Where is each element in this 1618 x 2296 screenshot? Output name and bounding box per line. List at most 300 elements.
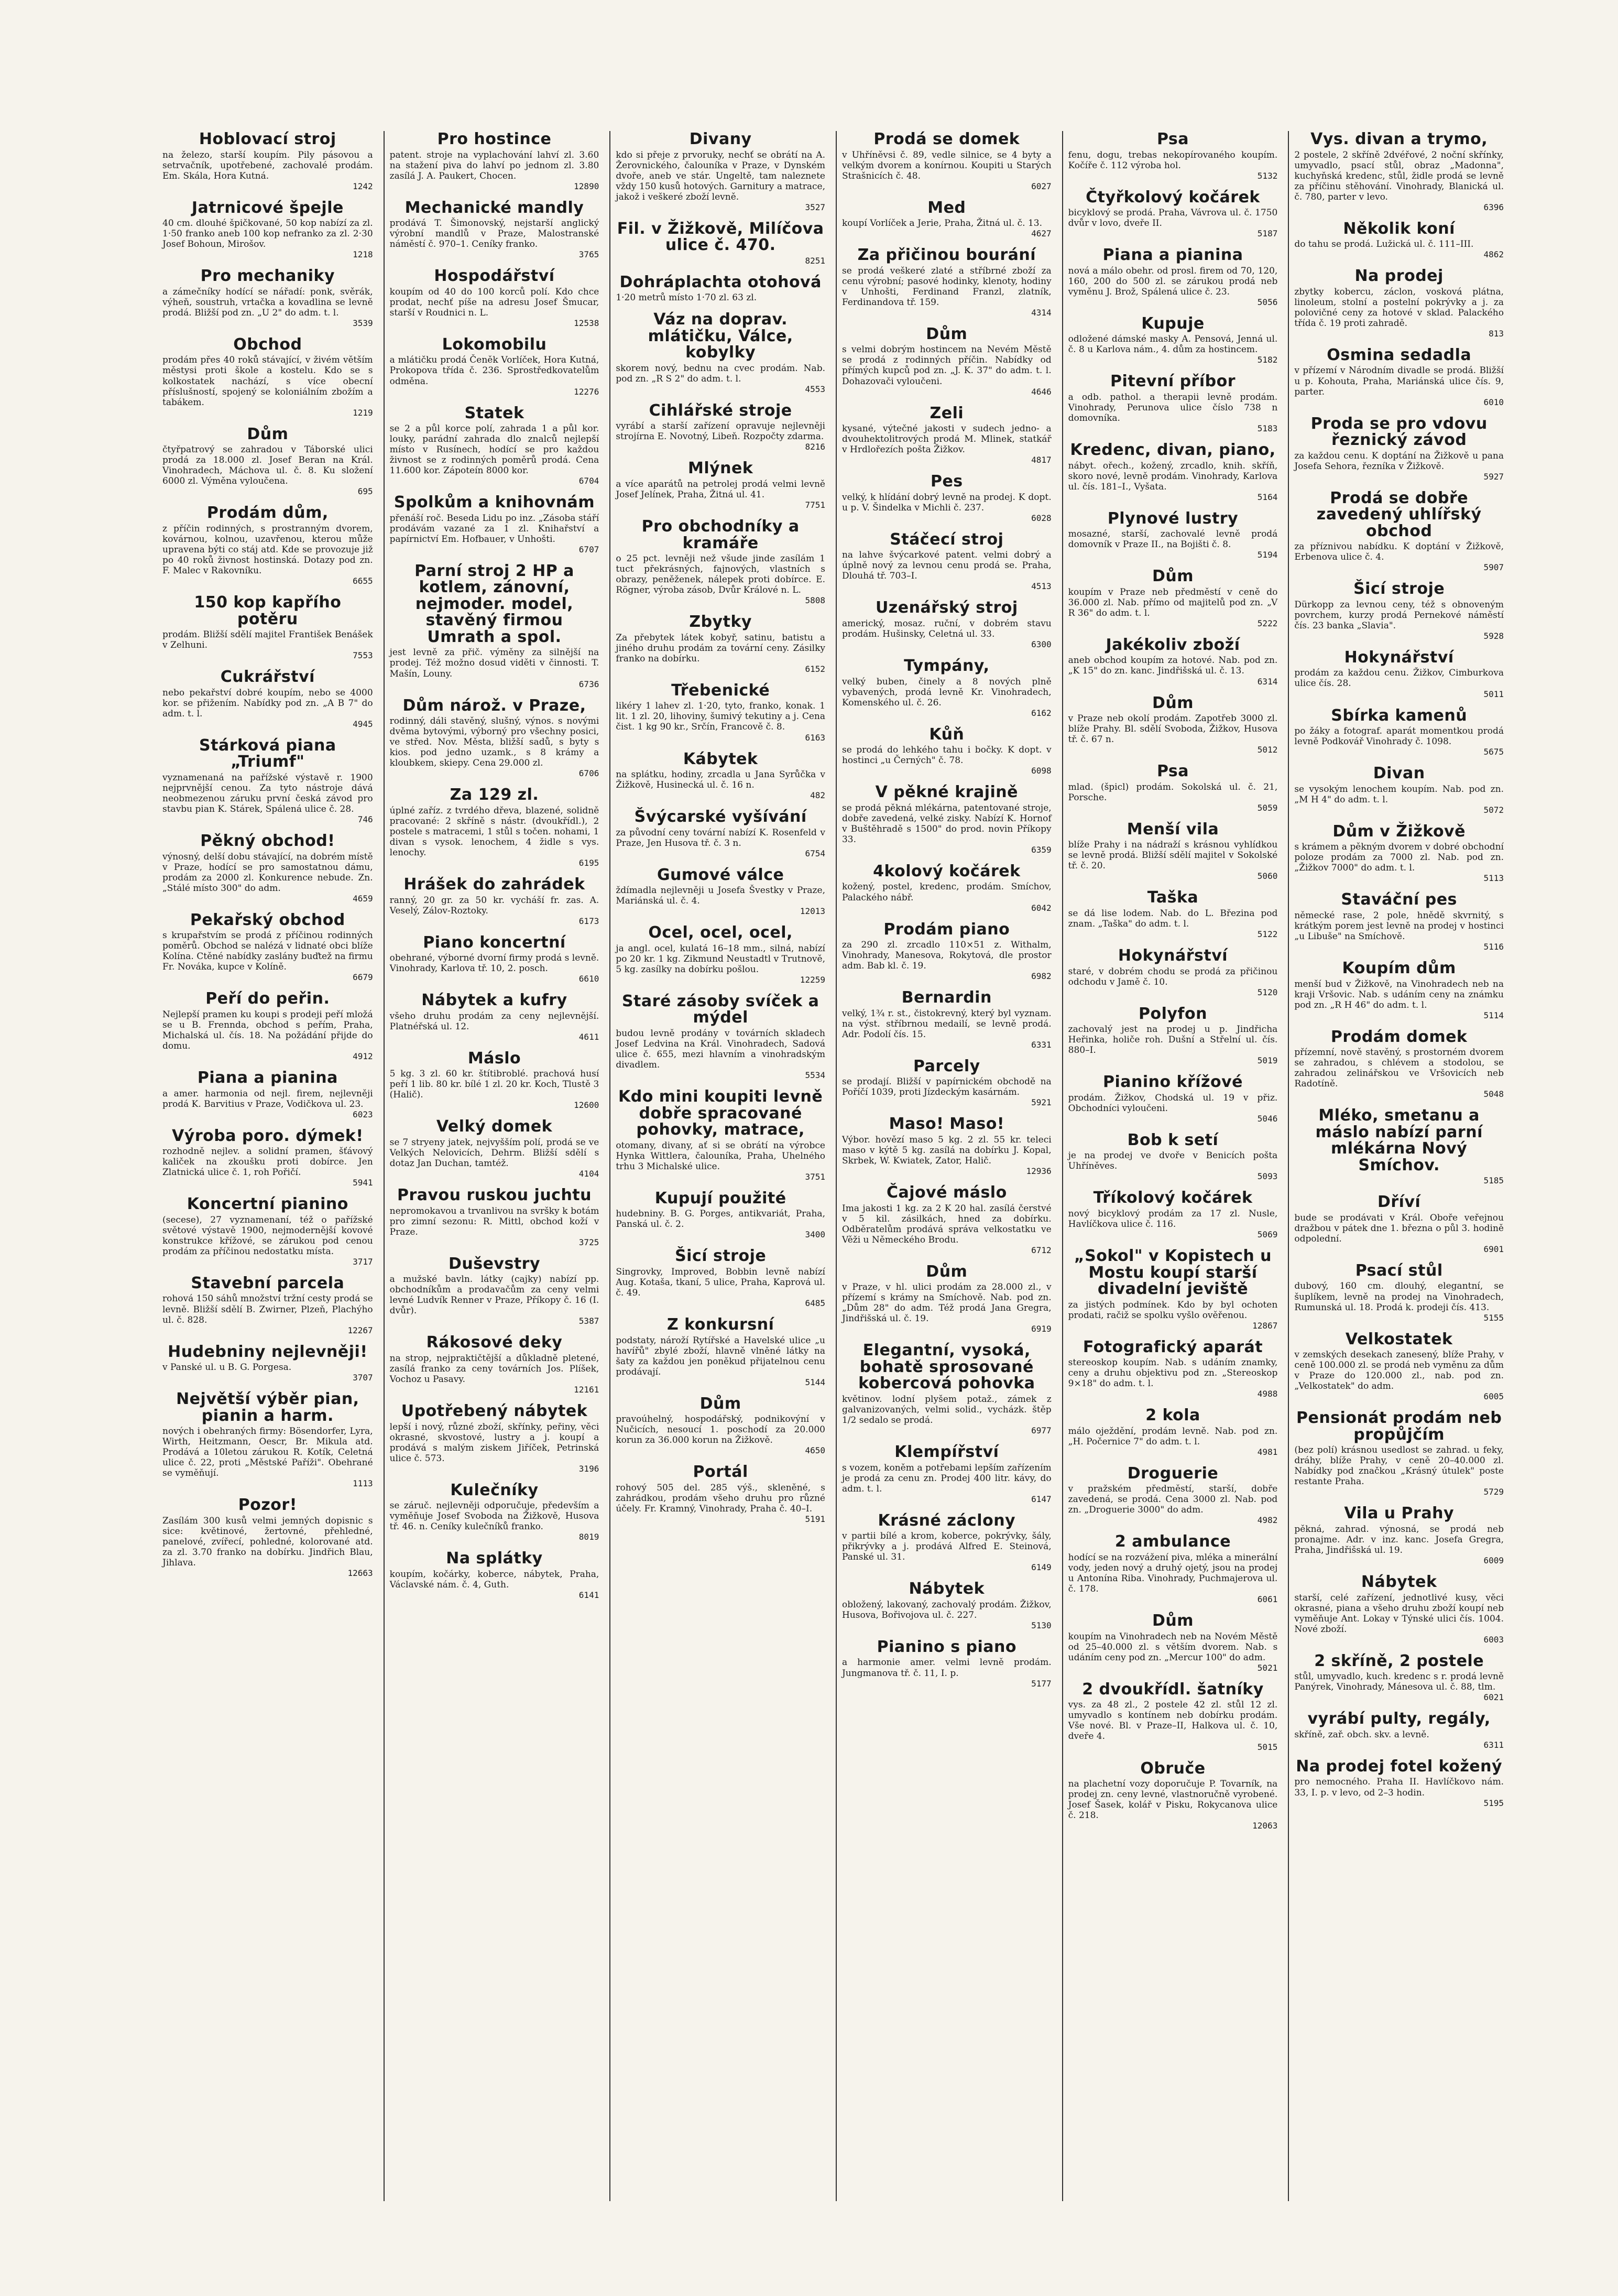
ad-headline: Dům v Žižkově	[1332, 822, 1466, 841]
ad-headline: Výroba poro. dýmek!	[172, 1126, 364, 1145]
ad-body-text: rohový 505 del. 285 výš., skleněné, s zahrádkou, prodám všeho druhu pro různé účely. Fr. Kramný, Vinohrady, Praha č. 40–I.	[616, 1482, 825, 1514]
ad-reference-number: 5093	[1257, 1171, 1278, 1182]
classified-column	[609, 131, 830, 2201]
ad-body-text: obložený, lakovaný, zachovalý prodám. Žižkov, Husova, Bořivojova ul. č. 227.	[841, 1599, 1052, 1620]
ad-body-text: 1·20 metrů místo 1·70 zl. 63 zl.	[616, 292, 757, 303]
ad-headline: Pravou ruskou juchtu	[397, 1186, 592, 1205]
classified-ad	[1068, 1465, 1278, 1526]
ad-reference-number: 12161	[574, 1385, 599, 1395]
ad-reference-number: 5808	[805, 595, 825, 606]
ad-body-text: stůl, umyvadlo, kuch. kredenc s r. prodá levně Panýrek, Vinohrady, Mánesova ul. č. 88, tlm.	[1294, 1671, 1504, 1693]
ad-headline: Psací stůl	[1355, 1261, 1443, 1280]
ad-body-text: blíže Prahy i na nádraží s krásnou vyhlídkou se levně prodá. Bližší sdělí majitel v Sokolské tř. č. 20.	[1068, 840, 1278, 872]
ad-reference-number: 6141	[578, 1590, 599, 1600]
ad-reference-number: 4817	[1031, 455, 1052, 465]
ad-reference-number: 12259	[800, 974, 825, 985]
classified-ad	[616, 1190, 825, 1240]
classified-ad	[842, 1342, 1052, 1435]
classified-ad	[162, 594, 373, 660]
classified-ad	[1294, 765, 1504, 815]
classified-ad	[1294, 1410, 1504, 1497]
classified-ad	[616, 1464, 825, 1524]
ad-headline: Pensionát prodám neb propůjčím	[1296, 1409, 1502, 1444]
classified-ad	[162, 1070, 373, 1119]
ad-headline: Čajové máslo	[886, 1183, 1007, 1202]
ad-headline: Cihlářské stroje	[649, 401, 792, 420]
ad-reference-number: 6021	[1483, 1692, 1504, 1703]
classified-ad	[616, 1316, 825, 1387]
ad-reference-number: 6901	[1483, 1244, 1504, 1254]
ad-headline: Pro obchodníky a kramáře	[641, 517, 800, 552]
ad-body-text: s vozem, koněm a potřebami lepším zařízením je prodá za cenu zn. Prodej 400 litr. kávy, do adm. t. l.	[841, 1462, 1052, 1494]
ad-reference-number: 5144	[805, 1377, 825, 1387]
ad-reference-number: 5021	[1257, 1662, 1278, 1673]
ad-reference-number: 6655	[353, 576, 373, 586]
ad-body-text: v Praze, v hl. ulici prodám za 28.000 zl., v přízemí s krámy na Smíchově. Nab. pod zn. „Dům 28" do adm. Též prodá Jana Gregra, Jindřišská ul. č. 19.	[841, 1282, 1052, 1324]
ad-headline: Prodá se domek	[873, 131, 1020, 148]
ad-body-text: za příznivou nabídku. K doptání v Žižkově, Erbenova ulice č. 4.	[1294, 541, 1504, 563]
ad-headline: Tympány,	[904, 657, 990, 676]
classified-ad	[1068, 568, 1278, 628]
ad-headline: Pro hostince	[437, 131, 552, 148]
ad-headline: Kupuje	[1141, 314, 1205, 333]
ad-reference-number: 5011	[1483, 689, 1504, 699]
classified-ad	[390, 787, 599, 868]
ad-reference-number: 6173	[578, 916, 599, 926]
classified-column	[157, 131, 378, 2201]
classified-ad	[162, 669, 373, 729]
ad-body-text: na lahve švýcarkové patent. velmi dobrý a úplně nový za levnou cenu prodá se. Praha, Dlouhá tř. 703–I.	[841, 550, 1052, 582]
ad-headline: Dům	[247, 425, 289, 443]
ad-reference-number: 6396	[1483, 202, 1504, 212]
ad-headline: Kredenc, divan, piano,	[1070, 441, 1276, 460]
classified-ad	[162, 426, 373, 497]
ad-reference-number: 6485	[805, 1298, 825, 1309]
classified-ad	[616, 518, 825, 605]
ad-body-text: hodící se na rozvážení piva, mléka a minerální vody, jeden nový a druhý ojetý, jsou na prodej u Antonína Riba. Vinohrady, Puchmajerova ul. č. 178.	[1068, 1552, 1278, 1595]
ad-body-text: odložené dámské masky A. Pensová, Jenná ul. č. 8 u Karlova nám., 4. dům za hostincem.	[1068, 334, 1278, 355]
ad-reference-number: 5056	[1257, 297, 1278, 307]
ad-headline: 4kolový kočárek	[873, 862, 1021, 880]
classified-ad	[1068, 1132, 1278, 1182]
ad-reference-number: 5387	[578, 1316, 599, 1326]
ad-headline: Koupím dům	[1342, 959, 1456, 977]
ad-reference-number: 6706	[578, 768, 599, 779]
classified-ad	[1294, 1331, 1504, 1402]
ad-headline: Pěkný obchod!	[200, 832, 335, 850]
ad-body-text: velký, k hlídání dobrý levně na prodej. K dopt. u p. V. Šindelka v Michli č. 237.	[841, 492, 1052, 513]
ad-reference-number: 3707	[353, 1373, 373, 1383]
ad-headline: Mlýnek	[687, 459, 753, 478]
classified-ad	[842, 1581, 1052, 1630]
ad-reference-number: 3400	[805, 1229, 825, 1240]
ad-body-text: výnosný, delší dobu stávající, na dobrém místě v Praze, hodící se pro samostatnou dámu, prodám za 2000 zl. Konkurence nebude. Zn. „Stálé místo 300" do adm.	[162, 851, 373, 894]
ad-headline: Uzenářský stroj	[875, 599, 1018, 617]
classified-ad	[162, 1391, 373, 1488]
ad-body-text: se dá lise lodem. Nab. do L. Březina pod znam. „Taška" do adm. t. l.	[1068, 908, 1278, 929]
ad-headline: Psa	[1156, 131, 1189, 148]
classified-ad	[1068, 1681, 1278, 1752]
ad-headline: Prodám dům,	[206, 504, 329, 523]
ad-headline: Hokynářství	[1118, 946, 1228, 965]
classified-ad	[616, 460, 825, 510]
classified-ad	[390, 1187, 599, 1247]
ad-headline: Zbytky	[689, 613, 752, 632]
classified-ad	[1294, 1107, 1504, 1185]
classified-ad	[1068, 1190, 1278, 1239]
ad-reference-number: 6005	[1483, 1391, 1504, 1402]
ad-headline: Peří do peřin.	[205, 989, 330, 1008]
ad-headline: Psa	[1156, 762, 1189, 781]
ad-body-text: na plachetní vozy doporučuje P. Tovarník, na prodej zn. ceny levné, vlastnoručně vyrobené. Josef Šasek, kolář v Pisku, Rokycanova ulice č. 218.	[1068, 1779, 1278, 1821]
ad-reference-number: 6027	[1031, 181, 1052, 191]
classified-ad	[1294, 1029, 1504, 1100]
ad-body-text: z příčin rodinných, s prostranným dvorem, kovárnou, kolnou, uzavřenou, kterou může upravena býti co stáj atd. Kde se provozuje již po 40 roků živnost hostinská. Dotazy pod zn. F. Malec v Rakovníku.	[162, 523, 373, 576]
ad-body-text: mlad. (špicl) prodám. Sokolská ul. č. 21, Porsche.	[1068, 781, 1278, 803]
ad-reference-number: 482	[810, 790, 825, 801]
ad-reference-number: 3539	[353, 318, 373, 328]
ad-body-text: zachovalý jest na prodej u p. Jindřicha Heřinka, holiče roh. Dušní a Střelní ul. čís. 880–I.	[1068, 1024, 1278, 1056]
ad-reference-number: 6982	[1031, 971, 1052, 982]
ad-headline: Pitevní příbor	[1110, 372, 1236, 391]
ad-body-text: bude se prodávati v Král. Oboře veřejnou dražbou v pátek dne 1. března o půl 3. hodině odpolední.	[1294, 1212, 1504, 1244]
ad-reference-number: 5116	[1483, 942, 1504, 952]
ad-reference-number: 12063	[1252, 1821, 1278, 1831]
classified-ad	[390, 494, 599, 554]
ad-headline: Dům	[1152, 1612, 1194, 1630]
ad-headline: Rákosové deky	[426, 1333, 563, 1352]
ad-headline: Taška	[1147, 888, 1199, 907]
ad-body-text: přenáší roč. Beseda Lidu po inz. „Zásoba stáří prodávám vazané za 1 zl. Knihařství a papírnictví Em. Hofbauer, v Unhošti.	[389, 513, 599, 545]
ad-headline: Čtyřkolový kočárek	[1086, 188, 1260, 206]
ad-headline: Vila u Prahy	[1344, 1504, 1454, 1523]
ad-headline: Dům	[1152, 567, 1194, 586]
ad-body-text: koupím v Praze neb předměstí v ceně do 36.000 zl. Nab. přímo od majitelů pod zn. „V R 36" do adm. t. l.	[1068, 586, 1278, 618]
ad-body-text: přízemní, nově stavěný, s prostorném dvorem se zahradou, s chlévem a stodolou, se zahradou zelinářskou ve Vršovicích neb Radotíně.	[1294, 1047, 1504, 1090]
ad-headline: Pianino s piano	[877, 1637, 1016, 1656]
ad-reference-number: 5194	[1257, 550, 1278, 560]
ad-headline: Třebenické	[671, 681, 770, 700]
ad-headline: Tříkolový kočárek	[1093, 1189, 1253, 1207]
ad-body-text: málo oježdění, prodám levně. Nab. pod zn. „H. Počernice 7" do adm. t. l.	[1068, 1426, 1278, 1447]
classified-column	[384, 131, 605, 2201]
ad-body-text: Dürkopp za levnou ceny, též s obnoveným povrchem, kurzy prodá Pernekové náměstí čís. 23 banka „Slavia".	[1294, 599, 1504, 631]
ad-reference-number: 4659	[353, 893, 373, 904]
ad-headline: Maso! Maso!	[889, 1115, 1005, 1134]
classified-ad	[842, 600, 1052, 649]
ad-body-text: koupím od 40 do 100 korců polí. Kdo chce prodat, nechť píše na adresu Josef Šmucar, starší v Roudnici n. L.	[389, 286, 599, 318]
ad-body-text: americký, mosaz. ruční, v dobrém stavu prodám. Hušinsky, Celetná ul. 33.	[841, 618, 1052, 639]
classified-ad	[616, 274, 825, 303]
ad-headline: Lokomobilu	[442, 335, 547, 354]
ad-headline: Zeli	[930, 404, 964, 422]
classified-ad	[390, 1482, 599, 1542]
ad-headline: Proda se pro vdovu řeznický závod	[1310, 414, 1488, 450]
ad-body-text: pro nemocného. Praha II. Havlíčkovo nám. 33, I. p. v levo, od 2–3 hodin.	[1294, 1777, 1504, 1798]
classified-ad	[1068, 315, 1278, 365]
ad-body-text: vyznamenaná na pařížské výstavě r. 1900 nejprvnější cenou. Za tyto nástroje dává neobmezenou záruku první česká závod pro stavbu pian K. Stárek, Spálená ulice č. 28.	[162, 772, 373, 814]
classified-ad	[1068, 1533, 1278, 1604]
ad-headline: Krásné záclony	[878, 1511, 1016, 1530]
classified-ad	[1068, 1006, 1278, 1066]
classified-ad	[616, 614, 825, 674]
ad-body-text: o 25 pct. levněji než všude jinde zasílám 1 tuct překrásných, fajnových, vlastních s obrazy, peněženek, nálepek proti dobírce. E. Rögner, výroba zásob, Dvůr Králové n. L.	[616, 553, 825, 596]
classified-ad	[842, 1264, 1052, 1334]
classified-ad	[842, 784, 1052, 855]
ad-body-text: starší, celé zařízení, jednotlivé kusy, věci okrasné, piana a všeho druhu zboží koupí neb vyměňuje Ant. Lokay v Týnské ulici čís. 1004. Nové zboží.	[1294, 1592, 1504, 1635]
ad-reference-number: 4611	[578, 1031, 599, 1042]
classified-ad	[1294, 1194, 1504, 1254]
ad-reference-number: 746	[357, 814, 373, 824]
ad-headline: Velkostatek	[1345, 1330, 1453, 1348]
ad-headline: Nábytek	[1361, 1573, 1437, 1592]
ad-body-text: v zemských desekach zanesený, blíže Prahy, v ceně 100.000 zl. se prodá neb vyměnu za dům v Praze do 120.000 zl., nab. pod zn. „Velkostatek" do adm.	[1294, 1350, 1504, 1392]
ad-body-text: patent. stroje na vyplachování lahví zl. 3.60 na stažení piva do lahví po jednom zl. 3.80 zasílá J. A. Paukert, Chocen.	[389, 149, 599, 181]
ad-body-text: se 2 a půl korce polí, zahrada 1 a půl kor. louky, parádní zahrada dlo znalců nejlepší místo v Rusínech, hodící se pro každou živnost se z rodinných poměrů prodá. Cena 11.600 kor. Zápoteín 8000 kor.	[389, 423, 599, 476]
classified-ad	[1294, 1505, 1504, 1565]
ad-body-text: s krupařstvím se prodá z příčinou rodinných poměrů. Obchod se nalézá v lidnaté obci blíže Kolína. Ctěné nabídky zaslány buďtež na firmu Fr. Nováka, kupce v Kolíně.	[162, 930, 373, 973]
ad-body-text: stereoskop koupím. Nab. s udáním znamky, ceny a druhu objektivu pod zn. „Stereoskop 9×18" do adm. t. l.	[1068, 1357, 1278, 1389]
classified-ad	[390, 268, 599, 328]
classified-ad	[842, 989, 1052, 1050]
ad-body-text: koupím na Vinohradech neb na Novém Městě od 25–40.000 zl. s větším dvorem. Nab. s udáním ceny pod zn. „Mercur 100" do adm.	[1068, 1631, 1278, 1663]
classified-ad	[842, 1639, 1052, 1689]
ad-body-text: 40 cm. dlouhé špičkované, 50 kop nabízí za zl. 1·50 franko aneb 100 kop nefranko za zl. 2·30 Josef Bohoun, Mirošov.	[162, 218, 373, 250]
ad-body-text: prodám přes 40 roků stávající, v živém větším městysi proti škole a kostelu. Kdo se s kolkostatek nachází, s více obecní příslušností, spojený se koloniálním zbožím a tabákem.	[162, 355, 373, 408]
ad-reference-number: 5927	[1483, 471, 1504, 482]
ad-headline: Prodám domek	[1330, 1027, 1468, 1046]
ad-headline: Parní stroj 2 HP a kotlem, zánovní, nejmoder. model, stavěný firmou Umrath a spol.	[414, 561, 574, 646]
classified-ad	[616, 993, 825, 1080]
ad-headline: Divany	[689, 131, 752, 148]
classified-ad	[390, 200, 599, 260]
classified-ad	[1294, 131, 1504, 212]
classified-ad	[1294, 823, 1504, 884]
ad-body-text: Výbor. hovězí maso 5 kg. 2 zl. 55 kr. teleci maso v kýtě 5 kg. zasílá na dobírku J. Kopal, Skrbek, W. Kwiatek, Zator, Halič.	[841, 1134, 1052, 1167]
classified-ad	[1294, 347, 1504, 407]
ad-reference-number: 7751	[805, 500, 825, 510]
ad-reference-number: 5046	[1257, 1113, 1278, 1124]
ad-headline: Fotografický aparát	[1083, 1337, 1263, 1356]
ad-reference-number: 5928	[1483, 630, 1504, 641]
classified-ad	[162, 1275, 373, 1335]
classified-ad	[842, 1116, 1052, 1176]
classified-ad	[1068, 1074, 1278, 1124]
ad-reference-number: 5114	[1483, 1010, 1504, 1020]
ad-body-text: nová a málo obehr. od prosl. firem od 70, 120, 160, 200 do 500 zl. se zárukou prodá neb vyměnu J. Brož, Spálená ulice č. 23.	[1068, 265, 1278, 297]
ad-reference-number: 5191	[805, 1514, 825, 1524]
ad-reference-number: 4982	[1257, 1515, 1278, 1526]
ad-reference-number: 6314	[1257, 676, 1278, 687]
ad-body-text: v přízemí v Národním divadle se prodá. Bližší u p. Kohouta, Praha, Mariánská ulice čís. 9, parter.	[1294, 365, 1504, 397]
ad-body-text: v Panské ul. u B. G. Porgesa.	[162, 1362, 292, 1373]
classified-ad	[616, 809, 825, 858]
ad-headline: V pěkné krajině	[875, 783, 1018, 802]
ad-headline: Bob k setí	[1127, 1130, 1219, 1149]
ad-headline: Na prodej	[1354, 267, 1444, 286]
classified-ad	[162, 991, 373, 1061]
ad-reference-number: 6610	[578, 974, 599, 984]
ad-body-text: se záruč. nejlevněji odporučuje, především a vyměňuje Josef Svoboda na Žižkově, Husova tř. 46. n. Ceníky kulečníků franko.	[389, 1500, 599, 1532]
ad-body-text: nepromokavou a trvanlivou na svršky k botám pro zimní sezonu: R. Mittl, obchod koží v Praze.	[389, 1205, 599, 1237]
classified-ad	[616, 867, 825, 917]
ad-reference-number: 5183	[1257, 423, 1278, 434]
ad-headline: Šicí stroje	[675, 1247, 767, 1266]
newspaper-classifieds-page	[157, 131, 1509, 2201]
ad-headline: Portál	[693, 1463, 748, 1482]
ad-body-text: je na prodej ve dvoře v Benicích pošta Uhříněves.	[1068, 1150, 1278, 1172]
ad-body-text: obehrané, výborné dvorní firmy prodá s levně. Vinohrady, Karlova tř. 10, 2. posch.	[389, 953, 599, 974]
ad-reference-number: 6162	[1031, 708, 1052, 718]
ad-reference-number: 5122	[1257, 929, 1278, 939]
classified-ad	[1068, 510, 1278, 560]
ad-body-text: bicyklový se prodá. Praha, Vávrova ul. č. 1750 dvůr v lovo, dveře II.	[1068, 208, 1278, 229]
ad-headline: Na prodej fotel kožený	[1296, 1757, 1503, 1776]
ad-body-text: lepší i nový, různé zboží, skřínky, peřiny, věci okrasné, skvostové, lustry a j. koupí a prodává s malým ziskem Jiříček, Petrinská ulice č. 573.	[389, 1421, 599, 1464]
ad-reference-number: 5185	[1483, 1176, 1504, 1186]
ad-body-text: prodám. Bližší sdělí majitel František Benášek v Zelhuni.	[162, 629, 373, 651]
ad-body-text: skříně, zař. obch. skv. a levně.	[1294, 1729, 1429, 1740]
ad-headline: Koncertní pianino	[187, 1195, 348, 1214]
classified-ad	[1294, 221, 1504, 260]
ad-body-text: (bez polí) krásnou usedlost se zahrad. u feky, dráhy, blíže Prahy, v ceně 20–40.000 zl. Nabídky pod značkou „Krásný útulek" poste restante Praha.	[1294, 1445, 1504, 1487]
ad-reference-number: 5132	[1257, 170, 1278, 181]
ad-reference-number: 1113	[353, 1478, 373, 1489]
ad-body-text: se prodají. Bližší v papírnickém obchodě na Poříčí 1039, proti Jízdeckým kasárnám.	[841, 1076, 1052, 1098]
ad-reference-number: 5060	[1257, 871, 1278, 882]
ad-body-text: a odb. pathol. a therapii levně prodám. Vinohrady, Perunova ulice číslo 738 n domovníka.	[1068, 391, 1278, 424]
ad-reference-number: 5534	[805, 1070, 825, 1081]
ad-reference-number: 4314	[1031, 307, 1052, 318]
ad-headline: Hoblovací stroj	[199, 131, 336, 148]
ad-reference-number: 4862	[1483, 249, 1504, 260]
classified-ad	[842, 531, 1052, 592]
ad-headline: Ocel, ocel, ocel,	[648, 923, 793, 942]
ad-body-text: se prodá pěkná mlékárna, patentované stroje, dobře zavedená, velké zisky. Nabízí K. Hornof v Buštěhradě s 1500" do prod. novin Příkopy 33.	[841, 802, 1052, 845]
classified-ad	[842, 1184, 1052, 1255]
classified-ad	[842, 658, 1052, 718]
ad-body-text: za každou cenu. K doptání na Žižkově u pana Josefa Sehora, řezníka v Žižkově.	[1294, 450, 1504, 472]
classified-ad	[162, 737, 373, 824]
ad-headline: Nábytek a kufry	[421, 991, 567, 1010]
classified-ad	[1068, 373, 1278, 433]
ad-body-text: s krámem a pěkným dvorem v dobré obchodní poloze prodám za 7000 zl. Nab. pod zn. „Žižkov 7000" do adm. t. l.	[1294, 842, 1504, 874]
ad-headline: Cukrářství	[220, 668, 315, 687]
ad-headline: Dům	[926, 324, 968, 343]
ad-headline: Na splátky	[446, 1549, 543, 1568]
classified-ad	[1068, 1339, 1278, 1399]
classified-ad	[842, 247, 1052, 318]
ad-body-text: velký, 1¾ r. st., čistokrevný, který byl vyznam. na výst. stříbrnou medailí, se levně prodá. Adr. Podolí čís. 15.	[841, 1008, 1052, 1040]
ad-headline: Divan	[1373, 764, 1425, 783]
classified-ad	[390, 1118, 599, 1179]
ad-reference-number: 6707	[578, 544, 599, 554]
classified-ad	[162, 505, 373, 586]
ad-headline: Dům	[1152, 693, 1194, 712]
ad-body-text: úplné zaříz. z tvrdého dřeva, blazené, solidně pracované: 2 skříně s nástr. (dvoukřídl.), 2 postele s matracemi, 1 stůl s točen. nohami, 1 divan s vysok. lenochem, 4 židle s vys. lenochy.	[389, 805, 599, 858]
ad-headline: Stáčecí stroj	[890, 530, 1004, 549]
classified-ad	[842, 726, 1052, 776]
ad-body-text: s velmi dobrým hostincem na Nevém Městě se prodá z rodinných příčin. Nabídky od přímých kupců pod zn. „J. K. 37" do adm. t. l. Dohazovači vyloučeni.	[841, 344, 1052, 387]
ad-headline: Velký domek	[436, 1117, 553, 1136]
ad-headline: Kůň	[929, 725, 965, 744]
ad-headline: Dům	[699, 1394, 741, 1413]
ad-reference-number: 5729	[1483, 1487, 1504, 1497]
ad-body-text: všeho druhu prodám za ceny nejlevnější. Platnéřská ul. 12.	[389, 1010, 599, 1032]
ad-reference-number: 3196	[578, 1463, 599, 1474]
classified-ad	[842, 1512, 1052, 1573]
classified-ad	[390, 1550, 599, 1600]
classified-ad	[1068, 247, 1278, 307]
ad-body-text: hudebniny. B. G. Porges, antikvariát, Praha, Panská ul. č. 2.	[616, 1209, 825, 1230]
classified-ad	[1068, 1248, 1278, 1331]
ad-body-text: skorem nový, bednu na cvec prodám. Nab. pod zn. „R S 2" do adm. t. l.	[616, 363, 825, 384]
ad-headline: 2 ambulance	[1114, 1532, 1231, 1551]
ad-body-text: za jistých podmínek. Kdo by byl ochoten prodati, račiž se spolku vyšlo ověřenou.	[1068, 1299, 1278, 1321]
ad-reference-number: 5941	[353, 1178, 373, 1188]
ad-headline: Kdo mini koupiti levně dobře spracované pohovky, matrace,	[618, 1087, 823, 1139]
ad-reference-number: 5048	[1483, 1089, 1504, 1100]
ad-headline: Jakékoliv zboží	[1106, 635, 1240, 654]
ad-reference-number: 5164	[1257, 492, 1278, 502]
classified-ad	[842, 200, 1052, 239]
classified-ad	[162, 1344, 373, 1383]
ad-headline: Dům nárož. v Praze,	[402, 696, 586, 715]
ad-body-text: a amer. harmonia od nejl. firem, nejlevněji prodá K. Barvitius v Praze, Vodičkova ul. 23.	[162, 1088, 373, 1109]
ad-headline: Bernardin	[901, 988, 992, 1007]
ad-headline: Hokynářství	[1344, 648, 1454, 667]
ad-reference-number: 6359	[1031, 844, 1052, 855]
ad-reference-number: 695	[357, 486, 373, 497]
ad-reference-number: 6152	[805, 663, 825, 674]
classified-ad	[1294, 960, 1504, 1020]
ad-reference-number: 5177	[1031, 1678, 1052, 1689]
ad-headline: Piano koncertní	[423, 933, 566, 952]
ad-headline: Piana a pianina	[1102, 246, 1243, 265]
ad-reference-number: 5059	[1257, 802, 1278, 813]
ad-headline: Švýcarské vyšívání	[634, 808, 807, 826]
ad-body-text: čtyřpatrový se zahradou v Táborské ulici prodá za 18.000 zl. Josef Beran na Král. Vinohradech, Máchova ul. č. 8. Ku složení 6000 zl. Výměna vyloučena.	[162, 444, 373, 487]
ad-body-text: prodám. Žižkov, Chodská ul. 19 v přiz. Obchodníci vyloučeni.	[1068, 1092, 1278, 1114]
classified-ad	[390, 934, 599, 984]
classified-ad	[162, 336, 373, 418]
ad-reference-number: 6042	[1031, 902, 1052, 913]
classified-ad	[616, 402, 825, 452]
classified-ad	[1294, 1711, 1504, 1750]
classified-ad	[842, 326, 1052, 397]
classified-ad	[842, 131, 1052, 191]
ad-reference-number: 8251	[805, 255, 825, 266]
classified-ad	[162, 131, 373, 191]
ad-headline: Spolkům a knihovnám	[393, 493, 595, 512]
classified-ad	[162, 1196, 373, 1267]
ad-reference-number: 5155	[1483, 1312, 1504, 1323]
ad-headline: Za přičinou bourání	[857, 246, 1036, 265]
ad-reference-number: 6010	[1483, 397, 1504, 407]
ad-headline: Staváční pes	[1341, 890, 1457, 909]
classified-ad	[1068, 189, 1278, 239]
ad-reference-number: 6736	[578, 679, 599, 689]
ad-reference-number: 12538	[574, 318, 599, 328]
ad-headline: Mechanické mandly	[404, 198, 584, 217]
ad-reference-number: 6147	[1031, 1494, 1052, 1504]
ad-reference-number: 12267	[347, 1325, 373, 1335]
ad-headline: 2 skříně, 2 postele	[1314, 1651, 1484, 1670]
classified-ad	[842, 405, 1052, 465]
ad-reference-number: 6704	[578, 476, 599, 486]
ad-reference-number: 4513	[1031, 581, 1052, 592]
ad-headline: Fil. v Žižkově, Milíčova ulice č. 470.	[617, 219, 824, 255]
